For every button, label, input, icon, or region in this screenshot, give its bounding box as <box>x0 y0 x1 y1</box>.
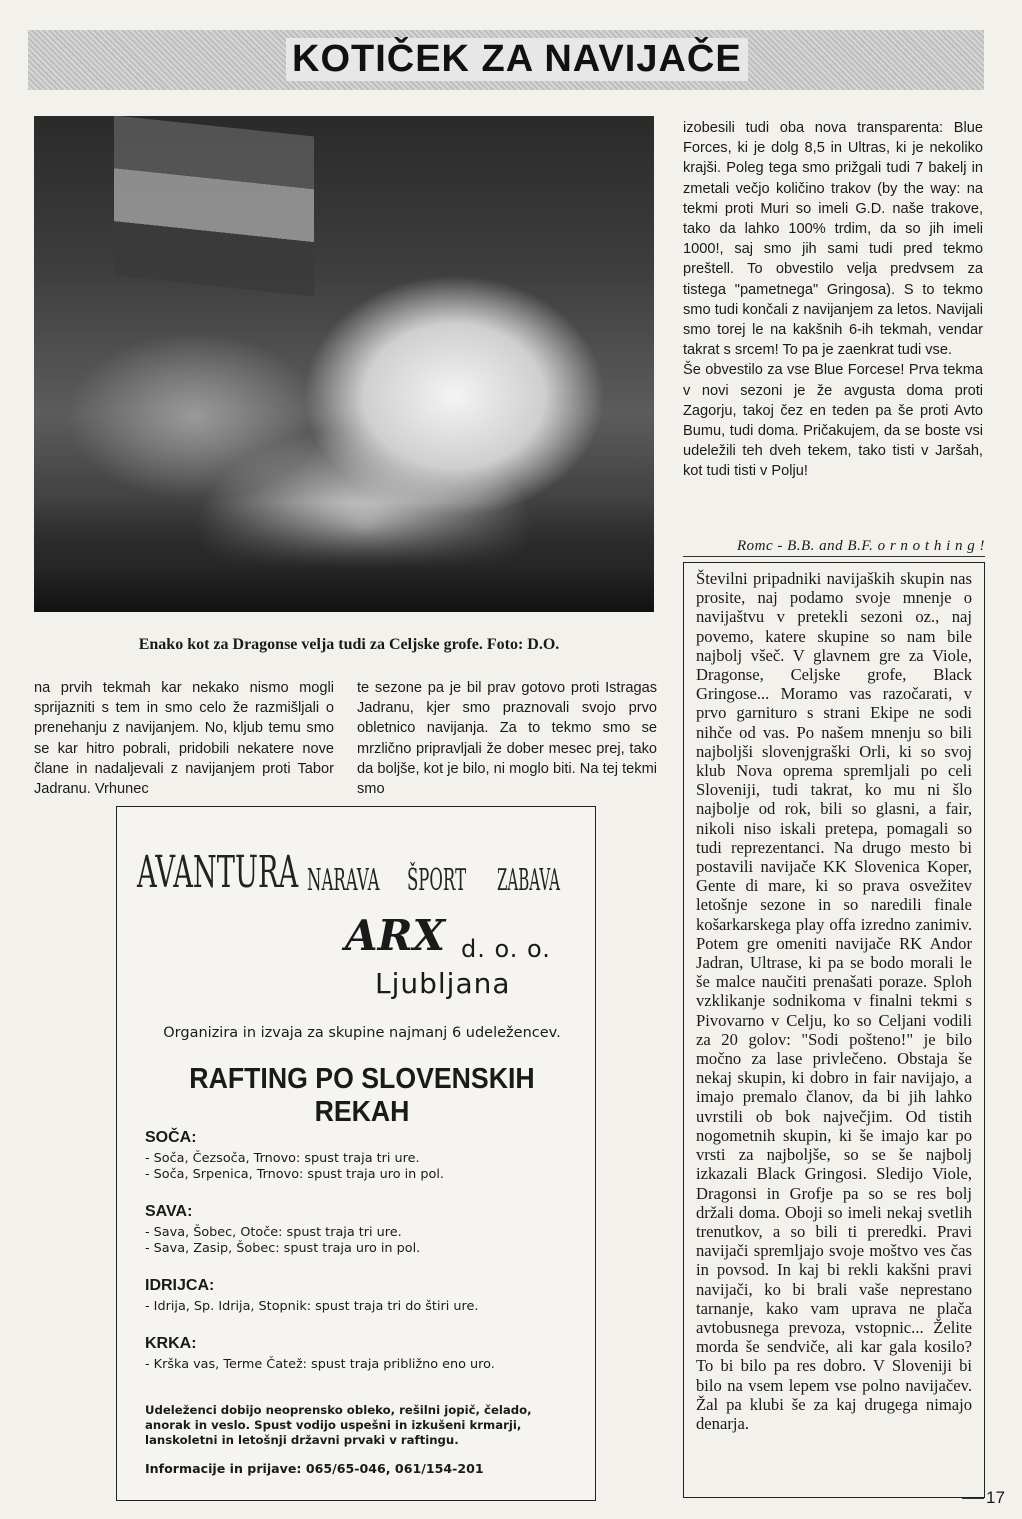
river-title: KRKA: <box>145 1335 197 1352</box>
slogan-word: NARAVA <box>307 863 380 898</box>
arx-advertisement <box>116 806 596 1501</box>
flag-banner-image <box>114 116 314 297</box>
route-item: - Idrija, Sp. Idrija, Stopnik: spust traja tri do štiri ure. <box>145 1299 479 1314</box>
slogan-word: ZABAVA <box>497 863 561 898</box>
river-section <box>145 1335 575 1373</box>
crowd-silhouette <box>34 502 654 612</box>
article-paragraph: Še obvestilo za vse Blue Forcese! Prva tekma v novi sezoni je že avgusta doma proti Zagorju, takoj čez en teden pa še proti Avto Bumu, tudi doma. Pričakujem, da se boste vsi udeležili teh dveh tekem, tako tisti v Jaršah, kot tudi tisti v Polju! <box>683 362 983 480</box>
article-signature: Romc - B.B. and B.F. o r n o t h i n g ! <box>736 538 985 554</box>
route-item: - Krška vas, Terme Čatež: spust traja približno eno uro. <box>145 1357 495 1372</box>
ad-contact: Informacije in prijave: 065/65-046, 061/154-201 <box>145 1461 484 1476</box>
divider <box>683 556 985 557</box>
article-column-right <box>683 118 983 482</box>
river-list <box>145 1129 575 1393</box>
ad-headline: RAFTING PO SLOVENSKIH REKAH <box>189 1063 535 1128</box>
article-paragraph: izobesili tudi oba nova transparenta: Blue Forces, ki je dolg 8,5 in Ultras, ki je nekoliko krajši. Poleg tega smo prižgali tudi 7 bakelj in zmetali večjo količino trakov (by the way: na tekmi proti Muri so imeli G.D. naše trakove, tako da lahko 100% trdim, da so jih imeli 1000!, saj smo jih sami tudi pred tekmo preštell. To obvestilo velja predvsem za tistega "pametnega" Gringosa). S to tekmo smo tudi končali z navijanjem za letos. Navijali smo torej le na kakšnih 6-ih tekmah, vendar takrat s srcem! To pa je zaenkrat tudi vse. <box>683 120 983 359</box>
opinion-text: Številni pripadniki navijaških skupin nas prosite, naj podamo svoje mnenje o navijaštvu v pretekli sezoni oz., naj povemo, katere skupine so nam bile najbolj všeč. V glavnem gre za Viole, Dragonse, Celjske grofe, Black Gringose... Moramo vas razočarati, v prvo garnituro s strani Ekipe ne sodi nihče od vas. Po našem mnenju so bili najboljši slovenjgraški Orli, ki so svoj klub Nova oprema spremljali po celi Sloveniji, tudi takrat, ko mu ni šlo najbolje od rok, bili so glasni, a fair, nikoli niso iskali pretepa, pomagali so tudi reprezentanci. Na drugo mesto bi postavili navijače KK Slovenica Koper, Gente di mare, ki so prava osvežitev letošnje sezone in so naredili finale košarkarskega play offa izredno zanimiv. Potem gre omeniti navijače RK Andor Jadran, Ultrase, ki pa se bodo morali le še malce naučiti prenašati poraze. Sploh vzklikanje sodnikoma v finalni tekmi s Pivovarno v Celju, ko so Celjani vodili za 20 golov: "Sodi pošteno!" je bilo močno za lase privlečeno. Obstaja še nekaj skupin, ki dobro in fair navijajo, a imajo premalo članov, da bi jih lahko uvrstili ob bok največjim. Od tistih nogometnih skupin, ki še imajo kar po vrsti za najboljše, so se še najbolj izkazali Black Gringosi. Sledijo Viole, Dragonsi in Grofje pa so se res bolj držali doma. Oboji so imeli nekaj svetlih trenutkov, a so bili ti preredki. Pravi navijači spremljajo svoje moštvo ves čas in povsod. In kaj bi rekli kakšni pravi navijači, ko bi brali vaše neprestano tarnanje, kako vam uprava ne plača avtobusnega prevoza, vstopnic... Želite morda še sendviče, ali kar gala kosilo? To bi bilo pa res dobro. V Sloveniji bi bilo na vsem lepem vse polno navijačev. Žal pa klubi še za kaj drugega nimajo denarja. <box>696 569 972 1433</box>
ad-intro: Organizira in izvaja za skupine najmanj 6 udeležencev. <box>163 1025 561 1041</box>
divider <box>962 1498 984 1499</box>
opinion-box <box>683 562 985 1498</box>
river-section <box>145 1129 575 1183</box>
ad-slogan <box>137 847 577 898</box>
company-suffix: d. o. o. <box>461 935 551 963</box>
river-section <box>145 1277 575 1315</box>
page-number: 17 <box>986 1488 1005 1507</box>
route-item: - Sava, Zasip, Šobec: spust traja uro in pol. <box>145 1241 421 1256</box>
river-section <box>145 1203 575 1257</box>
route-item: - Soča, Srpenica, Trnovo: spust traja uro in pol. <box>145 1167 444 1182</box>
article-paragraph: te sezone pa je bil prav gotovo proti Istragas Jadranu, kjer smo praznovali svojo prvo obletnico navijanja. Za to tekmo smo se mrzlično pripravljali že dober mesec prej, tako da boljše, kot je bilo, ni moglo biti. Na tej tekmi smo <box>357 680 657 798</box>
page-title: KOTIČEK ZA NAVIJAČE <box>286 38 748 81</box>
article-column-a <box>34 678 334 799</box>
company-city: Ljubljana <box>375 967 511 1000</box>
route-item: - Soča, Čezsoča, Trnovo: spust traja tri ure. <box>145 1151 420 1166</box>
river-title: IDRIJCA: <box>145 1277 215 1294</box>
fans-photo <box>34 116 654 612</box>
river-title: SAVA: <box>145 1203 193 1220</box>
article-column-b <box>357 678 657 799</box>
slogan-word: AVANTURA <box>137 847 299 898</box>
ad-note: Udeleženci dobijo neoprensko obleko, rešilni jopič, čelado, anorak in veslo. Spust vodijo uspešni in izkušeni krmarji, lanskoletni in letošnji državni prvaki v raftingu. <box>145 1403 532 1447</box>
photo-caption: Enako kot za Dragonse velja tudi za Celjske grofe. Foto: D.O. <box>138 636 560 653</box>
arx-logo: ARX <box>345 911 446 960</box>
route-item: - Sava, Šobec, Otoče: spust traja tri ure. <box>145 1225 402 1240</box>
river-title: SOČA: <box>145 1129 197 1146</box>
slogan-word: ŠPORT <box>407 863 467 898</box>
article-paragraph: na prvih tekmah kar nekako nismo mogli sprijazniti s tem in smo celo že razmišljali o prenehanju z navijanjem. No, kljub temu smo se kar hitro pobrali, pridobili nekatere nove člane in nadaljevali z navijanjem proti Tabor Jadranu. Vrhunec <box>34 680 334 798</box>
